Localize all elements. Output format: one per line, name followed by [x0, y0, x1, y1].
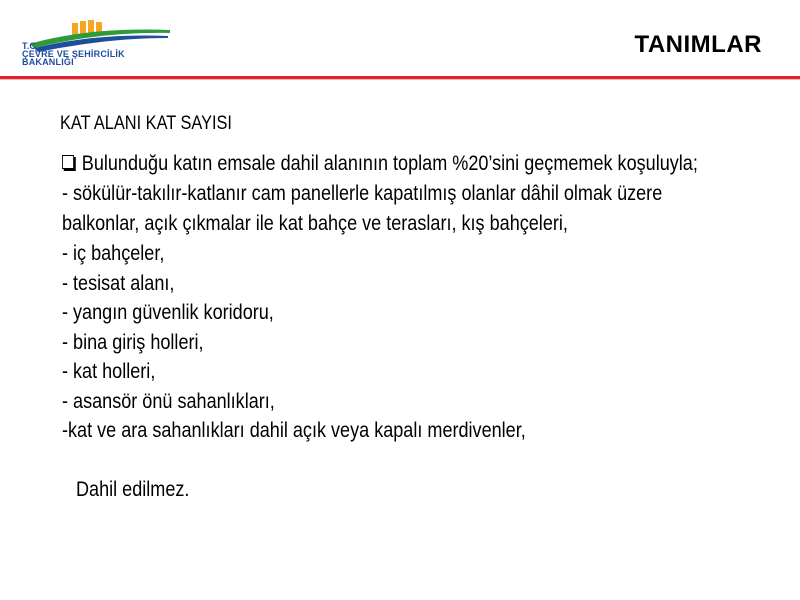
list-item: - asansör önü sahanlıkları, — [62, 390, 275, 413]
section-title: KAT ALANI KAT SAYISI — [60, 113, 232, 134]
lead-paragraph — [62, 152, 698, 176]
logo-line-1: T.C. — [22, 41, 39, 51]
logo-building-2 — [80, 21, 86, 35]
ministry-logo — [20, 18, 172, 74]
checkbox-square-icon — [62, 155, 74, 169]
header-divider-shadow — [0, 79, 800, 80]
list-item: - kat holleri, — [62, 360, 156, 383]
list-item: - sökülür-takılır-katlanır cam panellerle kapatılmış olanlar dâhil olmak üzere — [62, 182, 663, 205]
list-item: - tesisat alanı, — [62, 272, 175, 295]
list-item: - bina giriş holleri, — [62, 331, 204, 354]
logo-line-3: BAKANLIĞI — [22, 57, 74, 67]
lead-text: Bulunduğu katın emsale dahil alanının toplam %20’sini geçmemek koşuluyla; — [81, 152, 698, 175]
logo-line-2: ÇEVRE VE ŞEHİRCİLİK — [22, 49, 125, 59]
logo-text — [22, 42, 125, 66]
list-item: balkonlar, açık çıkmalar ile kat bahçe ve terasları, kış bahçeleri, — [62, 212, 568, 235]
page-title: TANIMLAR — [634, 31, 762, 58]
logo-building-1 — [72, 23, 78, 35]
list-item: - iç bahçeler, — [62, 242, 165, 265]
list-item: - yangın güvenlik koridoru, — [62, 301, 274, 324]
closing-text: Dahil edilmez. — [76, 478, 190, 501]
list-item: -kat ve ara sahanlıkları dahil açık veya kapalı merdivenler, — [62, 419, 526, 442]
